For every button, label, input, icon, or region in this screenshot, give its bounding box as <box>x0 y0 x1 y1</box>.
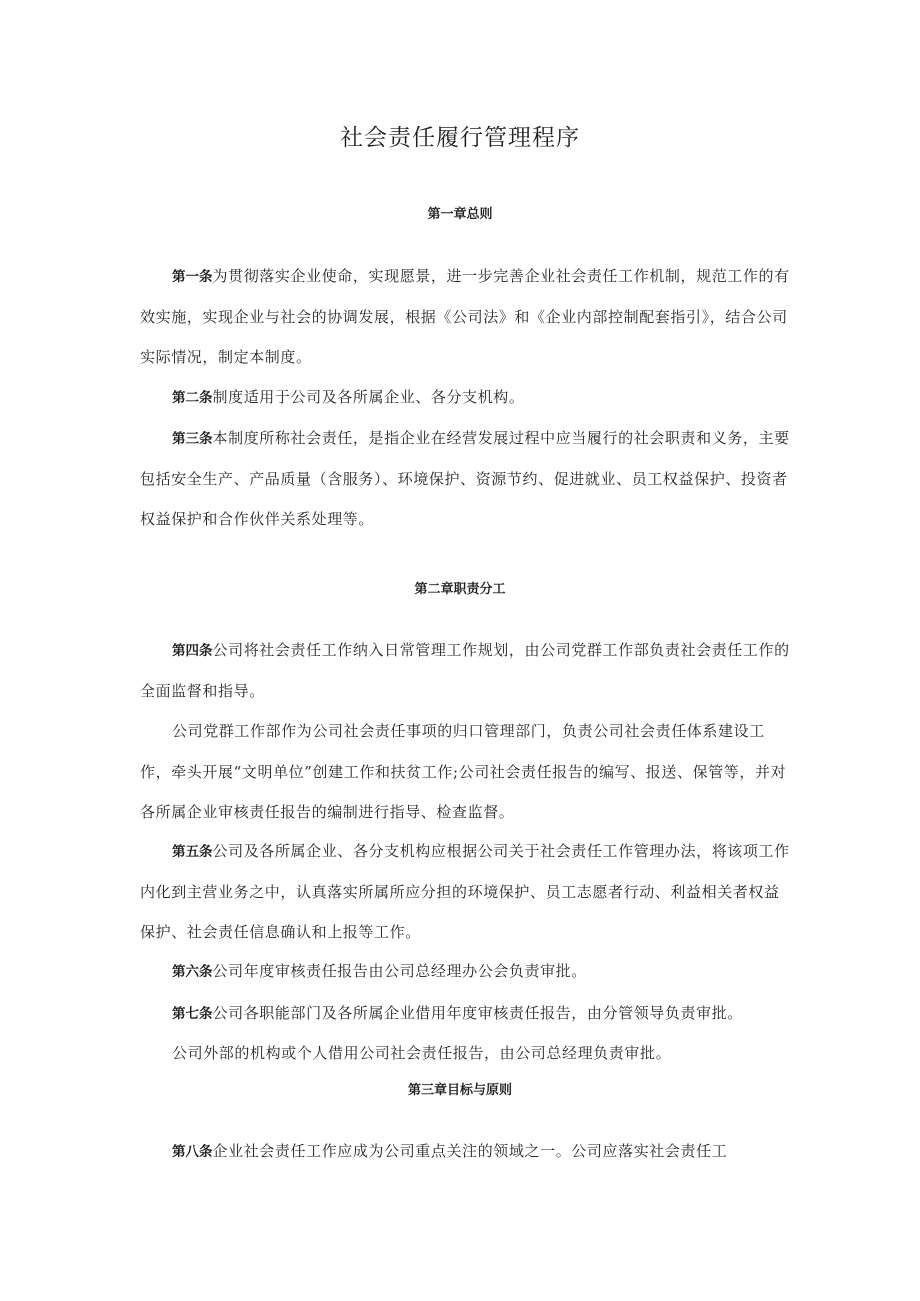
article-number: 第一条 <box>172 269 213 285</box>
article-paragraph <box>140 1033 790 1074</box>
article-number: 第二条 <box>172 390 213 406</box>
article-number: 第七条 <box>172 1006 213 1022</box>
article-paragraph <box>140 377 790 418</box>
article-text: 制度适用于公司及各所属企业、各分支机构。 <box>212 388 525 406</box>
article-number: 第四条 <box>172 643 213 659</box>
article-text: 企业社会责任工作应成为公司重点关注的领域之一。公司应落实社会责任工 <box>212 1142 728 1160</box>
article-text: 本制度所称社会责任，是指企业在经营发展过程中应当履行的社会职责和义务，主要包括安全生产、产品质量（含服务）、环境保护、资源节约、促进就业、员工权益保护、投资者权益保护和合作伙伴关系处理等。 <box>140 429 790 528</box>
article-paragraph <box>140 256 790 377</box>
chapter-heading: 第二章职责分工 <box>414 582 506 597</box>
article-text: 公司党群工作部作为公司社会责任事项的归口管理部门，负责公司社会责任体系建设工作，牵头开展“文明单位”创建工作和扶贫工作;公司社会责任报告的编写、报送、保管等，并对各所属企业审核责任报告的编制进行指导、检查监督。 <box>140 722 787 821</box>
document-title: 社会责任履行管理程序 <box>340 125 580 151</box>
article-paragraph <box>140 630 790 711</box>
article-text: 公司将社会责任工作纳入日常管理工作规划，由公司党群工作部负责社会责任工作的全面监督和指导。 <box>140 641 790 700</box>
article-paragraph <box>140 711 790 832</box>
article-number: 第八条 <box>172 1144 213 1160</box>
article-text: 公司各职能部门及各所属企业借用年度审核责任报告，由分管领导负责审批。 <box>212 1004 743 1022</box>
article-paragraph <box>140 831 790 952</box>
chapter-heading: 第一章总则 <box>427 207 493 222</box>
chapter-heading: 第三章目标与原则 <box>407 1083 512 1098</box>
article-text: 公司外部的机构或个人借用公司社会责任报告，由公司总经理负责审批。 <box>172 1044 672 1062</box>
article-number: 第三条 <box>172 431 213 447</box>
article-text: 公司及各所属企业、各分支机构应根据公司关于社会责任工作管理办法，将该项工作内化到主营业务之中，认真落实所属所应分担的环境保护、员工志愿者行动、利益相关者权益保护、社会责任信息确认和上报等工作。 <box>140 842 790 941</box>
article-number: 第六条 <box>172 964 213 980</box>
article-text: 为贯彻落实企业使命，实现愿景，进一步完善企业社会责任工作机制，规范工作的有效实施，实现企业与社会的协调发展，根据《公司法》和《企业内部控制配套指引》，结合公司实际情况，制定本制度。 <box>140 267 790 366</box>
article-number: 第五条 <box>172 844 213 860</box>
article-paragraph <box>140 1131 790 1172</box>
article-paragraph <box>140 993 790 1034</box>
article-text: 公司年度审核责任报告由公司总经理办公会负责审批。 <box>212 962 587 980</box>
article-paragraph <box>140 418 790 539</box>
article-paragraph <box>140 951 790 992</box>
